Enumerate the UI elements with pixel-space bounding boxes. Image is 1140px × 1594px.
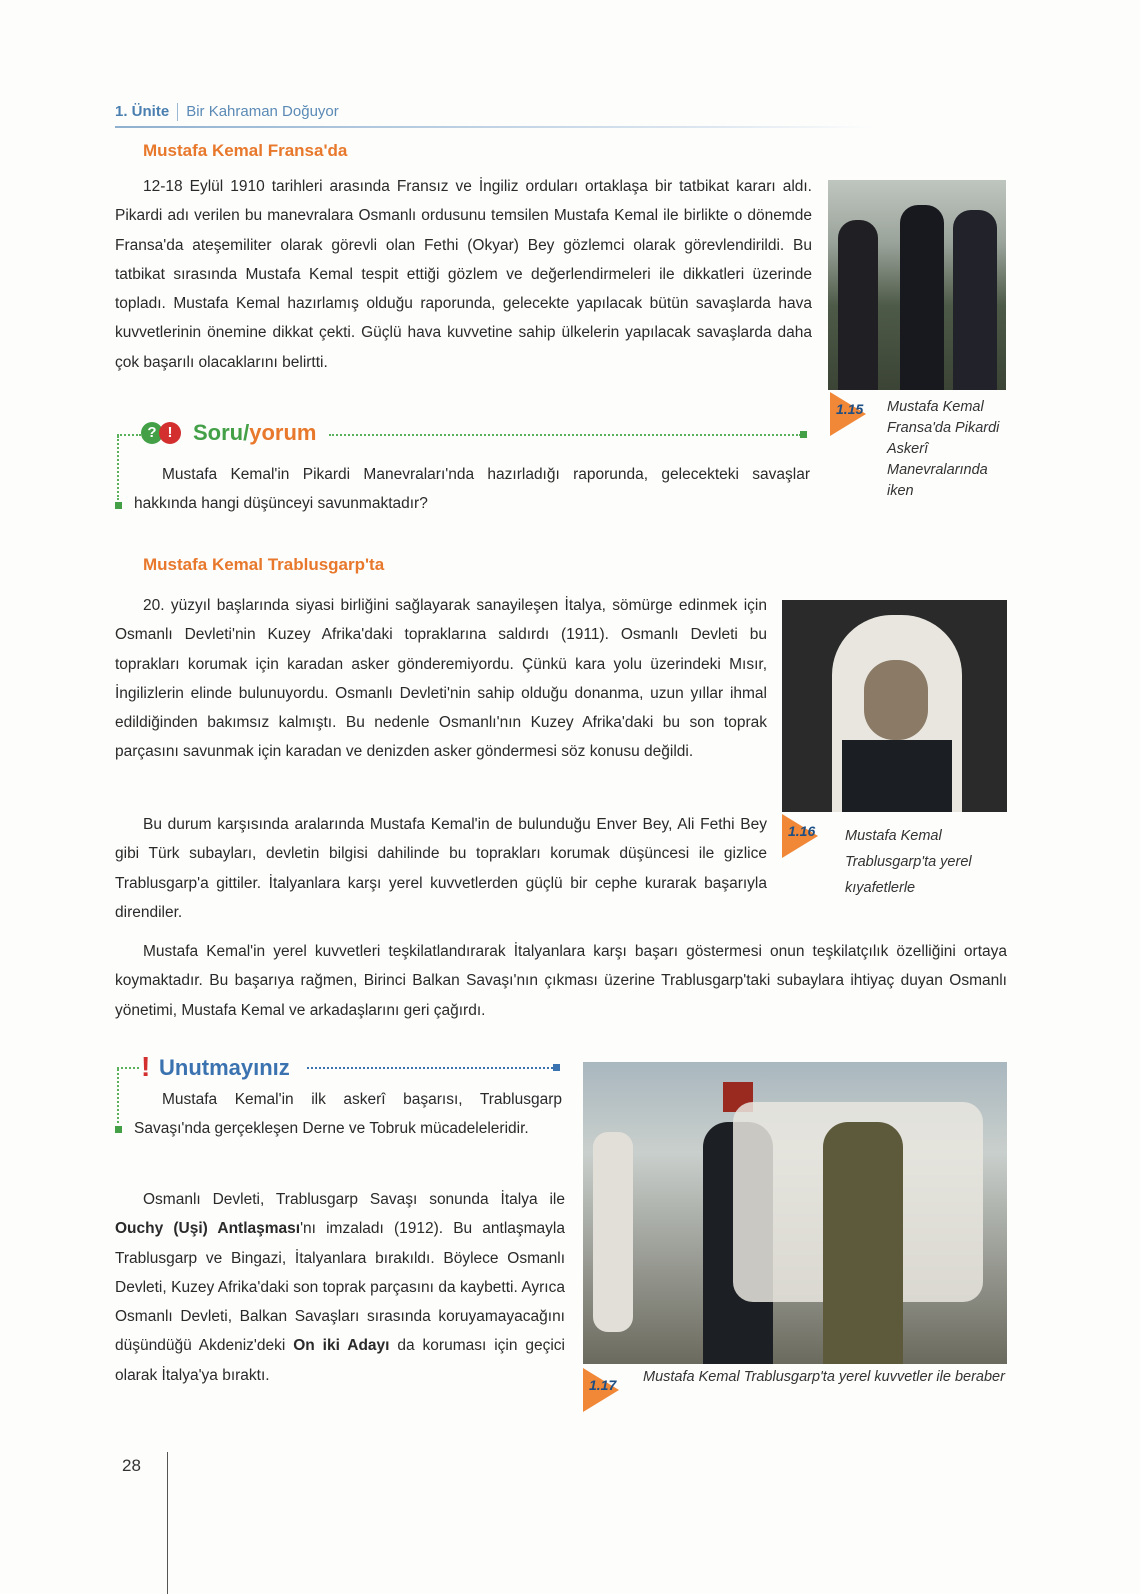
box-title-b: yorum bbox=[249, 420, 317, 445]
bold-term: On iki Adayı bbox=[293, 1337, 390, 1355]
exclamation-icon: ! bbox=[141, 1051, 151, 1082]
paragraph bbox=[115, 1185, 565, 1390]
paragraph: Mustafa Kemal'in yerel kuvvetleri teşkilatlandırarak İtalyanlara karşı başarı göstermesi onun teşkilatçılık özelliğini ortaya koymaktadır. Bu başarıya rağmen, Birinci Balkan Savaşı'nın çıkması üzerine Trablusgarp'taki subaylara ihtiyaç duyan Osmanlı yönetimi, Mustafa Kemal ve arkadaşlarını geri çağırdı. bbox=[115, 943, 1007, 1019]
paragraph: Bu durum karşısında aralarında Mustafa Kemal'in de bulunduğu Enver Bey, Ali Fethi Bey gibi Türk subayları, devletin bilgisi dahilinde bu toprakları korumak düşüncesi ile gizlice Trablusgarp'a gittiler. İtalyanlara karşı yerel kuvvetlerden güçlü bir cephe kurarak başarıyla direndiler. bbox=[115, 816, 767, 921]
bold-term: Ouchy (Uşi) Antlaşması bbox=[115, 1220, 301, 1238]
divider bbox=[177, 103, 178, 121]
page-number: 28 bbox=[122, 1456, 141, 1475]
box-title: Unutmayınız bbox=[159, 1055, 290, 1080]
figure-caption: Mustafa Kemal Trablusgarp'ta yerel kuvvetler ile beraber bbox=[643, 1369, 1005, 1385]
section-heading: Mustafa Kemal Fransa'da bbox=[143, 141, 348, 160]
box-title: Soru/ bbox=[193, 420, 250, 445]
question-text: Mustafa Kemal'in Pikardi Manevraları'nda hazırladığı raporunda, gelecekteki savaşlar hakkında hangi düşünceyi savunmaktadır? bbox=[134, 466, 810, 513]
figure-caption: Mustafa Kemal Fransa'da Pikardi Askerî Manevralarında iken bbox=[887, 399, 1000, 499]
unit-label: 1. Ünite bbox=[115, 103, 170, 120]
paragraph: 12-18 Eylül 1910 tarihleri arasında Fransız ve İngiliz orduları ortaklaşa bir tatbikat kararı aldı. Pikardi adı verilen bu manevralara Osmanlı ordusunu temsilen Mustafa Kemal ile birlikte o dönemde Fransa'da ateşemiliter olarak görevli olan Fethi (Okyar) Bey gözlemci olarak görevlendirildi. Bu tatbikat sırasında Mustafa Kemal tespit ettiği gözlem ve değerlendirmeleri ile dikkatleri üzerinde topladı. Mustafa Kemal hazırlamış olduğu raporunda, gelecekte yapılacak bütün savaşlarda hava kuvvetlerinin önemine dikkat çekti. Güçlü hava kuvvetine sahip ülkelerin yapılacak savaşlarda daha çok başarılı olacaklarını belirtti. bbox=[115, 178, 812, 371]
header-rule bbox=[115, 126, 875, 128]
page-divider bbox=[167, 1452, 168, 1594]
text: Osmanlı Devleti, Trablusgarp Savaşı sonunda İtalya ile bbox=[143, 1191, 565, 1208]
reminder-box bbox=[117, 1053, 567, 1173]
figure-photo-1-16 bbox=[782, 600, 1007, 812]
figure-caption: Mustafa Kemal Trablusgarp'ta yerel kıyafetlerle bbox=[845, 828, 972, 896]
reminder-text: Mustafa Kemal'in ilk askerî başarısı, Trablusgarp Savaşı'nda gerçekleşen Derne ve Tobruk mücadeleleridir. bbox=[134, 1091, 562, 1138]
figure-number: 1.17 bbox=[589, 1377, 617, 1393]
text: da koruması için geçici olarak İtalya'ya bıraktı. bbox=[115, 1337, 565, 1384]
figure-number: 1.15 bbox=[836, 401, 864, 417]
paragraph: 20. yüzyıl başlarında siyasi birliğini sağlayarak sanayileşen İtalya, sömürge edinmek için Osmanlı Devleti'nin Kuzey Afrika'daki topraklarına saldırdı (1911). Osmanlı Devleti bu toprakları korumak için karadan asker gönderemiyordu. Çünkü kara yolu üzerindeki Mısır, İngilizlerin elinde bulunuyordu. Osmanlı Devleti'nin sahip olduğu donanma, uzun yıllar ihmal edildiğinden bakımsız kalmıştı. Bu nedenle Osmanlı'nın Kuzey Afrika'daki bu son toprak parçasını savunmak için karadan ve denizden asker göndermesi söz konusu değildi. bbox=[115, 597, 767, 761]
question-icon: ? bbox=[141, 422, 163, 444]
exclamation-icon: ! bbox=[159, 422, 181, 444]
figure-photo-1-17 bbox=[583, 1062, 1007, 1364]
question-box bbox=[117, 418, 817, 518]
figure-photo-1-15 bbox=[828, 180, 1006, 390]
running-header bbox=[115, 103, 339, 121]
text: 'nı imzaladı (1912). Bu antlaşmayla Trablusgarp ve Bingazi, İtalyanlara bırakıldı. Böylece Osmanlı Devleti, Kuzey Afrika'daki son toprak parçasını da kaybetti. Ayrıca Osmanlı Devleti, Balkan Savaşları sırasında koruyamayacağını düşündüğü Akdeniz'deki bbox=[115, 1220, 565, 1355]
section-heading: Mustafa Kemal Trablusgarp'ta bbox=[143, 555, 385, 574]
figure-number: 1.16 bbox=[788, 823, 816, 839]
unit-title: Bir Kahraman Doğuyor bbox=[186, 103, 339, 120]
